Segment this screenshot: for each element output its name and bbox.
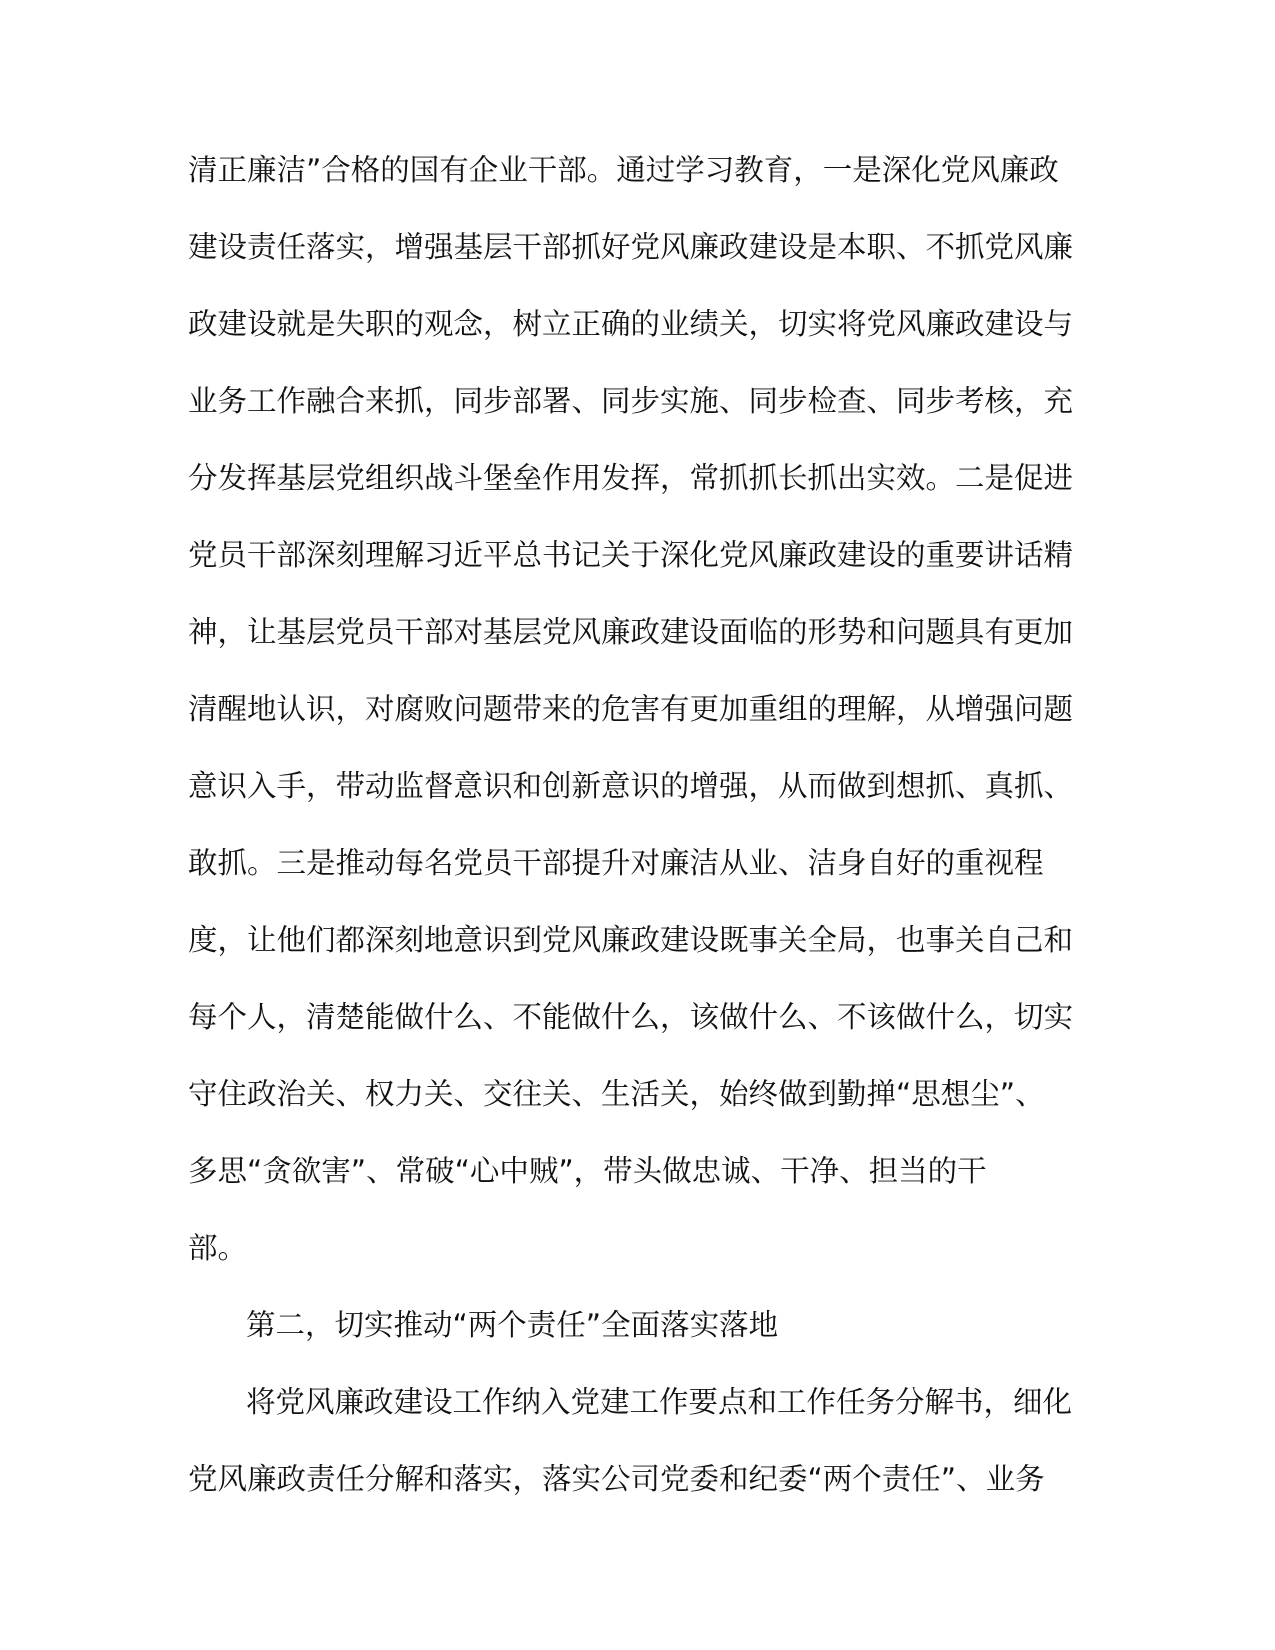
- paragraph-line: 部。: [188, 1231, 248, 1265]
- paragraph-line: 分发挥基层党组织战斗堡垒作用发挥，常抓抓长抓出实效。二是促进: [188, 461, 1074, 495]
- paragraph-line: 清正廉洁”合格的国有企业干部。通过学习教育，一是深化党风廉政: [188, 153, 1059, 187]
- paragraph-line: 神，让基层党员干部对基层党风廉政建设面临的形势和问题具有更加: [188, 615, 1074, 649]
- paragraph-line: 清醒地认识，对腐败问题带来的危害有更加重组的理解，从增强问题: [188, 692, 1074, 726]
- paragraph-line: 业务工作融合来抓，同步部署、同步实施、同步检查、同步考核，充: [188, 384, 1074, 418]
- document-body: [188, 142, 1088, 1528]
- paragraph-line: 度，让他们都深刻地意识到党风廉政建设既事关全局，也事关自己和: [188, 923, 1074, 957]
- paragraph-line: 多思“贪欲害”、常破“心中贼”，带头做忠诚、干净、担当的干: [188, 1154, 987, 1188]
- paragraph-line: 政建设就是失职的观念，树立正确的业绩关，切实将党风廉政建设与: [188, 307, 1074, 341]
- paragraph-line: 将党风廉政建设工作纳入党建工作要点和工作任务分解书，细化: [246, 1385, 1073, 1419]
- paragraph-line: 党风廉政责任分解和落实，落实公司党委和纪委“两个责任”、业务: [188, 1462, 1045, 1496]
- paragraph-line: 守住政治关、权力关、交往关、生活关，始终做到勤掸“思想尘”、: [188, 1077, 1045, 1111]
- paragraph-line: 建设责任落实，增强基层干部抓好党风廉政建设是本职、不抓党风廉: [188, 230, 1074, 264]
- paragraph-line: 每个人，清楚能做什么、不能做什么，该做什么、不该做什么，切实: [188, 1000, 1074, 1034]
- section-heading: 第二，切实推动“两个责任”全面落实落地: [246, 1308, 779, 1342]
- paragraph-line: 敢抓。三是推动每名党员干部提升对廉洁从业、洁身自好的重视程: [188, 846, 1044, 880]
- paragraph-line: 党员干部深刻理解习近平总书记关于深化党风廉政建设的重要讲话精: [188, 538, 1074, 572]
- paragraph-line: 意识入手，带动监督意识和创新意识的增强，从而做到想抓、真抓、: [188, 769, 1074, 803]
